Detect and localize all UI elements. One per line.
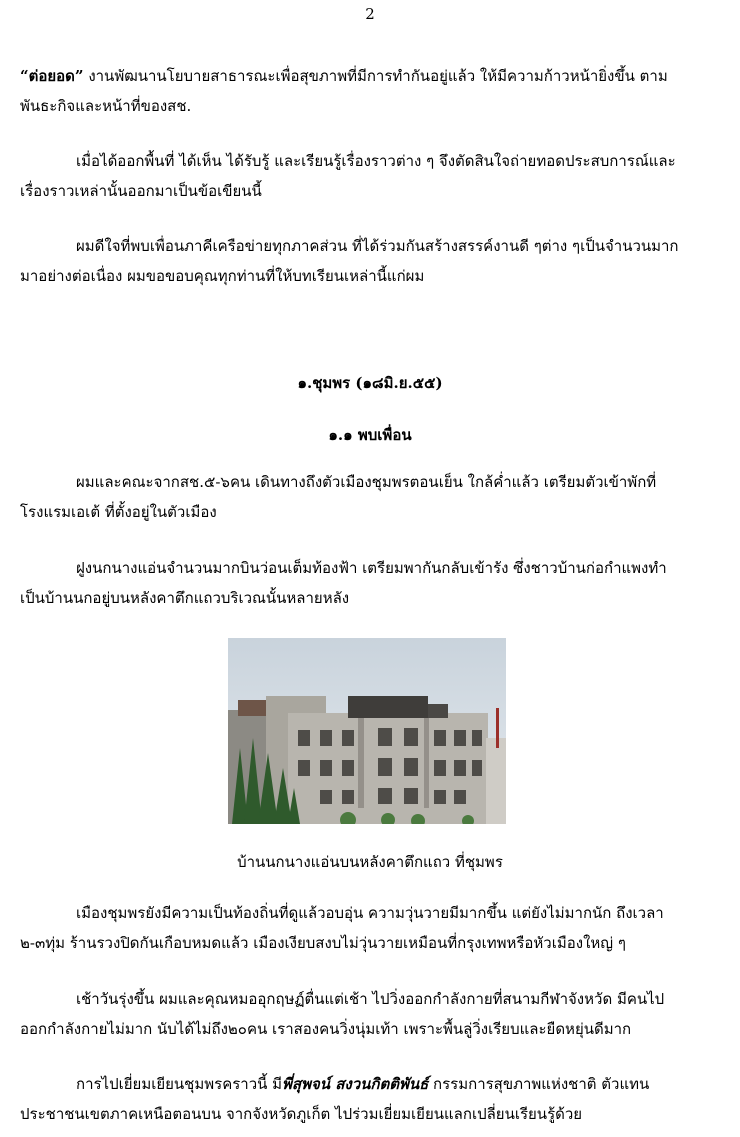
text-run: โรงแรมเอเต้ ที่ตั้งอยู่ในตัวเมือง	[20, 503, 217, 521]
paragraph-line	[20, 261, 720, 291]
paragraph-visit-companion	[20, 1069, 720, 1129]
text-run: กรรมการสุขภาพแห่งชาติ ตัวแทน	[428, 1075, 650, 1093]
emphasized-text: พี่สุพจน์ สงวนกิตติพันธ์	[282, 1075, 429, 1093]
paragraph-thanks	[20, 231, 720, 291]
text-run: งานพัฒนานโยบายสาธารณะเพื่อสุขภาพที่มีการทำกันอยู่แล้ว ให้มีความก้าวหน้ายิ่งขึ้น ตาม	[83, 67, 668, 85]
paragraph-line	[20, 146, 720, 176]
text-run: พันธะกิจและหน้าที่ของสช.	[20, 97, 192, 115]
subsection-heading: ๑.๑ พบเพื่อน	[328, 426, 412, 444]
text-run: ประชาชนเขตภาคเหนือตอนบน จากจังหวัดภูเก็ต ไปร่วมเยี่ยมเยียนแลกเปลี่ยนเรียนรู้ด้วย	[20, 1105, 583, 1123]
paragraph-line	[20, 928, 720, 958]
emphasized-text: “ต่อยอด”	[20, 67, 84, 85]
text-run: ออกกำลังกายไม่มาก นับได้ไม่ถึง๒๐คน เราสองคนวิ่งนุ่มเท้า เพราะพื้นลู่วิ่งเรียบและยืดหยุ่นดีมาก	[20, 1020, 632, 1038]
section-heading: ๑.ชุมพร (๑๘มิ.ย.๕๕)	[297, 374, 443, 392]
paragraph-arrival	[20, 467, 720, 527]
page-number: 2	[365, 5, 375, 23]
paragraph-line	[20, 467, 720, 497]
paragraph-line	[20, 1099, 720, 1129]
paragraph-line	[20, 231, 720, 261]
text-run: เมื่อได้ออกพื้นที่ ได้เห็น ได้รับรู้ และเรียนรู้เรื่องราวต่าง ๆ จึงตัดสินใจถ่ายทอดประสบการณ์และ	[76, 152, 676, 170]
paragraph-line	[20, 898, 720, 928]
photo-caption: บ้านนกนางแอ่นบนหลังคาตึกแถว ที่ชุมพร	[237, 853, 503, 871]
paragraph-line	[20, 497, 720, 527]
paragraph-line	[20, 1069, 720, 1099]
text-run: ผมและคณะจากสช.๕-๖คน เดินทางถึงตัวเมืองชุมพรตอนเย็น ใกล้ค่ำแล้ว เตรียมตัวเข้าพักที่	[76, 473, 657, 491]
paragraph-line	[20, 176, 720, 206]
text-run: เป็นบ้านนกอยู่บนหลังคาตึกแถวบริเวณนั้นหลายหลัง	[20, 589, 350, 607]
paragraph-morning-run	[20, 984, 720, 1044]
paragraph-line	[20, 1014, 720, 1044]
text-run: ๒-๓ทุ่ม ร้านรวงปิดกันเกือบหมดแล้ว เมืองเงียบสงบไม่วุ่นวายเหมือนที่กรุงเทพหรือหัวเมืองใหญ่ ๆ	[20, 934, 626, 952]
text-run: เรื่องราวเหล่านั้นออกมาเป็นข้อเขียนนี้	[20, 182, 262, 200]
building-photo	[228, 638, 506, 824]
text-run: เมืองชุมพรยังมีความเป็นท้องถิ่นที่ดูแล้วอบอุ่น ความวุ่นวายมีมากขึ้น แต่ยังไม่มากนัก ถึงเวลา	[76, 904, 664, 922]
paragraph-line	[20, 984, 720, 1014]
text-run: การไปเยี่ยมเยียนชุมพรคราวนี้ มี	[76, 1075, 283, 1093]
text-run: ฝูงนกนางแอ่นจำนวนมากบินว่อนเต็มท้องฟ้า เตรียมพากันกลับเข้ารัง ซึ่งชาวบ้านก่อกำแพงทำ	[76, 559, 667, 577]
paragraph-line	[20, 61, 720, 91]
paragraph-intro-continuation	[20, 61, 720, 121]
paragraph-chumphon-town	[20, 898, 720, 958]
text-run: ผมดีใจที่พบเพื่อนภาคีเครือข่ายทุกภาคส่วน ที่ได้ร่วมกันสร้างสรรค์งานดี ๆต่าง ๆเป็นจำนวนมาก	[76, 237, 679, 255]
text-run: เช้าวันรุ่งขึ้น ผมและคุณหมออุกฤษฏ์ตื่นแต่เช้า ไปวิ่งออกกำลังกายที่สนามกีฬาจังหวัด มีคนไป	[76, 990, 665, 1008]
paragraph-line	[20, 583, 720, 613]
paragraph-field-visit	[20, 146, 720, 206]
text-run: มาอย่างต่อเนื่อง ผมขอขอบคุณทุกท่านที่ให้บทเรียนเหล่านี้แก่ผม	[20, 267, 425, 285]
paragraph-swiftlets	[20, 553, 720, 613]
paragraph-line	[20, 553, 720, 583]
paragraph-line	[20, 91, 720, 121]
